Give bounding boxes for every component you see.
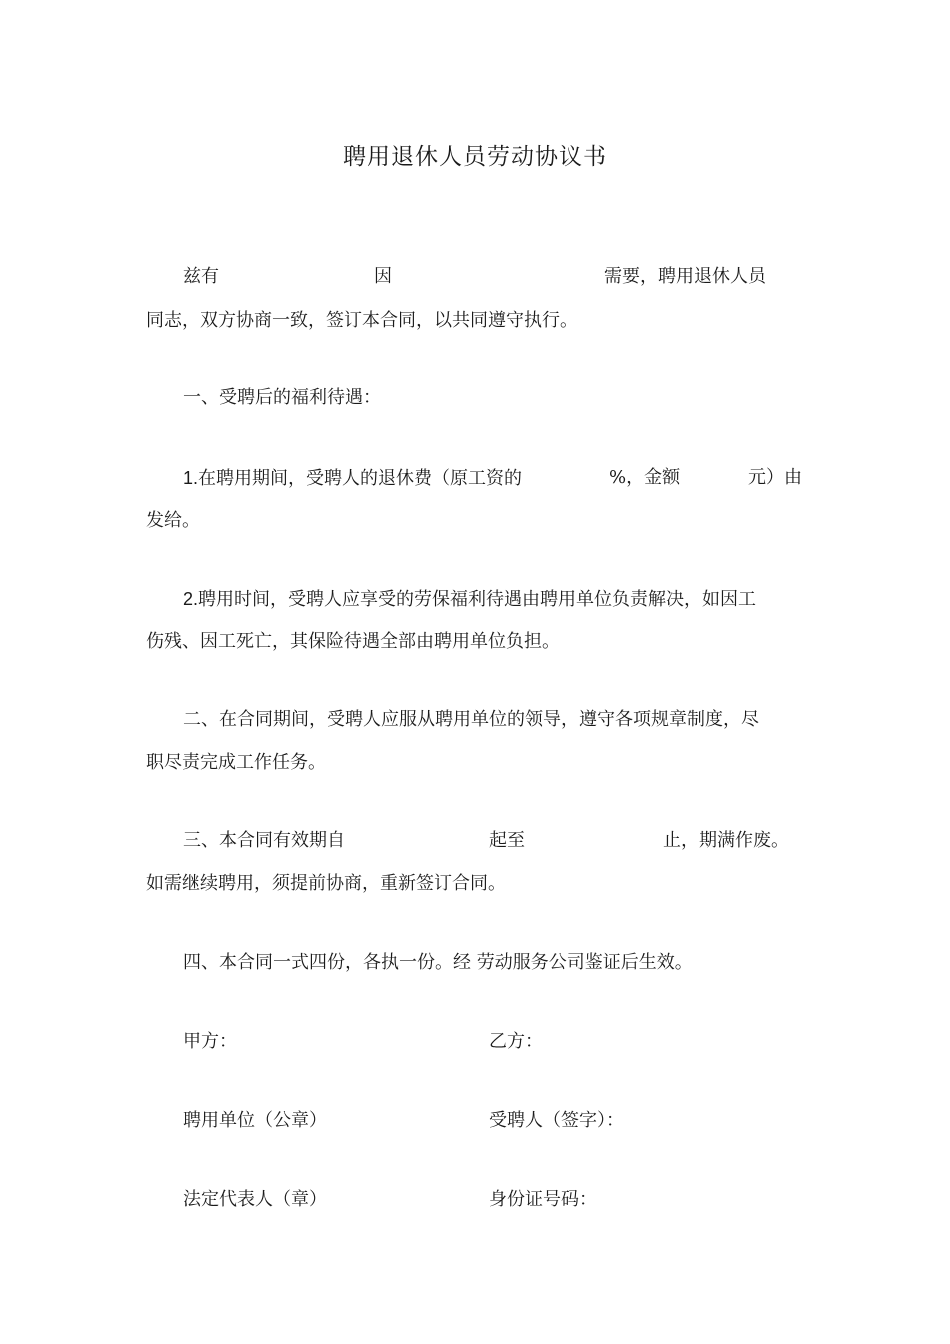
- item1-number: 1.: [183, 468, 199, 488]
- section4-line-1: 四、本合同一式四份，各执一份。经 劳动服务公司鉴证后生效。: [183, 952, 693, 973]
- item2-line-2: 伤残、因工死亡，其保险待遇全部由聘用单位负担。: [146, 631, 560, 652]
- item2-number: 2.: [183, 589, 199, 609]
- item1-text-a: 在聘用期间，受聘人的退休费（原工资的: [198, 468, 523, 489]
- intro-text-3: 需要，聘用退休人员: [604, 266, 766, 287]
- section2-line-1: 二、在合同期间，受聘人应服从聘用单位的领导，遵守各项规章制度，尽: [183, 709, 759, 730]
- item1-line-2: 发给。: [146, 510, 200, 531]
- section2-line-2: 职尽责完成工作任务。: [146, 752, 326, 773]
- intro-line-2: 同志，双方协商一致，签订本合同，以共同遵守执行。: [146, 310, 578, 331]
- section3-text-2: 起至: [489, 830, 525, 851]
- section3-text-1: 三、本合同有效期自: [183, 830, 345, 851]
- employer-seal-label: 聘用单位（公章）: [183, 1110, 327, 1131]
- section3-text-3: 止，期满作废。: [663, 830, 789, 851]
- section3-line-2: 如需继续聘用，须提前协商，重新签订合同。: [146, 873, 506, 894]
- item1-text-c: 元）由: [748, 467, 802, 488]
- party-b-label: 乙方：: [489, 1031, 543, 1052]
- section1-heading: 一、受聘后的福利待遇：: [183, 387, 381, 408]
- intro-text-1: 兹有: [183, 266, 219, 287]
- item2-text: 聘用时间，受聘人应享受的劳保福利待遇由聘用单位负责解决，如因工: [198, 589, 757, 610]
- item2-line-1: [183, 587, 756, 612]
- employee-sign-label: 受聘人（签字）：: [489, 1110, 624, 1131]
- party-a-label: 甲方：: [183, 1031, 237, 1052]
- legal-rep-label: 法定代表人（章）: [183, 1189, 327, 1210]
- document-title: 聘用退休人员劳动协议书: [343, 144, 607, 170]
- id-number-label: 身份证号码：: [489, 1189, 597, 1210]
- intro-text-2: 因: [374, 266, 392, 287]
- item1-line-1: [183, 466, 522, 491]
- item1-text-b: %，金额: [609, 467, 681, 488]
